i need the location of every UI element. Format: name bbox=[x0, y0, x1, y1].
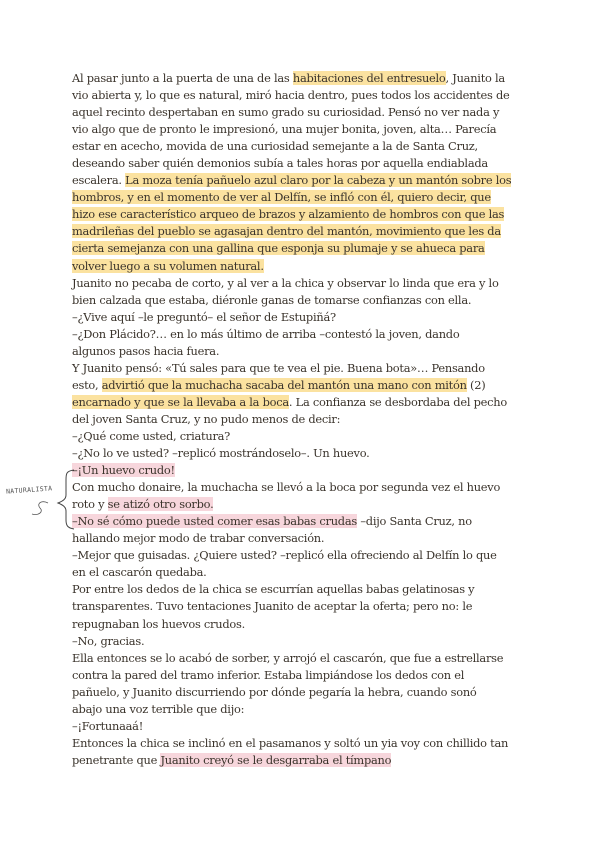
text-segment: –¿No lo ve usted? –replicó mostrándoselo–. Un huevo. bbox=[72, 446, 370, 461]
text-segment: vio abierta y, lo que es natural, miró hacia dentro, pues todos los accidentes de bbox=[72, 88, 510, 103]
text-line bbox=[72, 633, 527, 650]
highlight-pink: se atizó otro sorbo. bbox=[107, 497, 214, 512]
text-line bbox=[72, 462, 527, 479]
text-segment: –¿Vive aquí –le preguntó– el señor de Estupiñá? bbox=[72, 309, 336, 324]
text-segment: Al pasar junto a la puerta de una de las bbox=[72, 71, 293, 85]
text-segment: (2) bbox=[466, 377, 486, 392]
text-segment: escalera. bbox=[72, 173, 126, 188]
text-line bbox=[72, 223, 527, 240]
text-segment: –¡Fortunaaá! bbox=[72, 718, 144, 733]
text-line bbox=[72, 650, 527, 667]
text-line bbox=[72, 530, 527, 547]
text-line bbox=[72, 496, 527, 513]
highlight-yellow: habitaciones del entresuelo bbox=[292, 71, 446, 85]
text-segment: Entonces la chica se inclinó en el pasamanos y soltó un yia voy con chillido tan bbox=[72, 735, 509, 750]
text-segment: Y Juanito pensó: «Tú sales para que te vea el pie. Buena bota»… Pensando bbox=[72, 360, 485, 375]
text-line bbox=[72, 87, 527, 104]
highlight-yellow: hombros, y en el momento de ver al Delfín, se infló con él, quiero decir, que bbox=[72, 190, 491, 205]
text-line bbox=[72, 513, 527, 530]
text-segment: hallando mejor modo de trabar conversación. bbox=[72, 531, 325, 546]
text-line bbox=[72, 275, 527, 292]
margin-note: NATURALISTA bbox=[5, 484, 53, 496]
text-segment: pañuelo, y Juanito discurriendo por dónde pegaría la hebra, cuando sonó bbox=[72, 684, 477, 699]
text-line bbox=[72, 258, 527, 275]
text-line bbox=[72, 411, 527, 428]
text-line bbox=[72, 360, 527, 377]
text-line bbox=[72, 309, 527, 326]
text-line bbox=[72, 240, 527, 257]
text-line bbox=[72, 479, 527, 496]
text-line bbox=[72, 394, 527, 411]
text-segment: Juanito no pecaba de corto, y al ver a la chica y observar lo linda que era y lo bbox=[72, 275, 499, 290]
highlight-yellow: cierta semejanza con una gallina que esponja su plumaje y se ahueca para bbox=[72, 241, 485, 256]
highlight-yellow: madrileñas del pueblo se agasajan dentro del mantón, movimiento que les da bbox=[72, 224, 501, 239]
text-segment: contra la pared del tramo inferior. Estaba limpiándose los dedos con el bbox=[72, 667, 465, 682]
text-line bbox=[72, 547, 527, 564]
text-segment: , Juanito la bbox=[445, 71, 505, 85]
text-line bbox=[72, 104, 527, 121]
text-line bbox=[72, 428, 527, 445]
text-line bbox=[72, 70, 527, 87]
text-line bbox=[72, 735, 527, 752]
text-segment: deseando saber quién demonios subía a tales horas por aquella endiablada bbox=[72, 156, 488, 171]
text-line bbox=[72, 121, 527, 138]
text-segment: aquel recinto despertaban en sumo grado su curiosidad. Pensó no ver nada y bbox=[72, 105, 500, 120]
text-line bbox=[72, 377, 527, 394]
text-segment: del joven Santa Cruz, y no pudo menos de decir: bbox=[72, 411, 341, 426]
text-line bbox=[72, 292, 527, 309]
text-line bbox=[72, 684, 527, 701]
text-line bbox=[72, 326, 527, 343]
highlight-yellow: advirtió que la muchacha sacaba del mantón una mano con mitón bbox=[101, 377, 467, 392]
text-line bbox=[72, 701, 527, 718]
text-segment: –dijo Santa Cruz, no bbox=[356, 514, 472, 529]
text-segment: –Mejor que guisadas. ¿Quiere usted? –replicó ella ofreciendo al Delfín lo que bbox=[72, 548, 497, 563]
text-line bbox=[72, 172, 527, 189]
text-segment: Ella entonces se lo acabó de sorber, y arrojó el cascarón, que fue a estrellarse bbox=[72, 650, 504, 665]
text-segment: Con mucho donaire, la muchacha se llevó a la boca por segunda vez el huevo bbox=[72, 480, 501, 495]
text-line bbox=[72, 718, 527, 735]
text-line bbox=[72, 598, 527, 615]
text-segment: estar en acecho, movida de una curiosidad semejante a la de Santa Cruz, bbox=[72, 139, 478, 154]
highlight-yellow: volver luego a su volumen natural. bbox=[72, 258, 264, 273]
text-line bbox=[72, 616, 527, 633]
text-segment: en el cascarón quedaba. bbox=[72, 565, 207, 580]
highlight-pink: –¡Un huevo crudo! bbox=[72, 463, 175, 478]
text-segment: repugnaban los huevos crudos. bbox=[72, 616, 245, 631]
highlight-yellow: La moza tenía pañuelo azul claro por la cabeza y un mantón sobre los bbox=[125, 173, 512, 188]
text-segment: vio algo que de pronto le impresionó, una mujer bonita, joven, alta… Parecía bbox=[72, 122, 497, 137]
text-segment: algunos pasos hacia fuera. bbox=[72, 343, 220, 358]
text-segment: roto y bbox=[72, 497, 108, 512]
highlight-yellow: hizo ese característico arqueo de brazos y alzamiento de hombros con que las bbox=[72, 207, 505, 222]
text-segment: penetrante que bbox=[72, 752, 161, 767]
text-line bbox=[72, 752, 527, 769]
text-line bbox=[72, 564, 527, 581]
text-segment: –¿Qué come usted, criatura? bbox=[72, 428, 231, 443]
body-text bbox=[72, 70, 527, 769]
text-segment: bien calzada que estaba, diéronle ganas de tomarse confianzas con ella. bbox=[72, 292, 472, 307]
text-line bbox=[72, 155, 527, 172]
highlight-pink: –No sé cómo puede usted comer esas babas crudas bbox=[72, 514, 357, 529]
text-segment: –¿Don Plácido?… en lo más último de arriba –contestó la joven, dando bbox=[72, 326, 460, 341]
highlight-yellow: encarnado y que se la llevaba a la boca bbox=[72, 394, 289, 409]
text-line bbox=[72, 138, 527, 155]
text-line bbox=[72, 206, 527, 223]
text-line bbox=[72, 445, 527, 462]
text-line bbox=[72, 189, 527, 206]
handwritten-bracket bbox=[0, 0, 80, 540]
text-line bbox=[72, 343, 527, 360]
text-segment: abajo una voz terrible que dijo: bbox=[72, 701, 245, 716]
text-segment: . La confianza se desbordaba del pecho bbox=[288, 394, 507, 409]
highlight-pink: Juanito creyó se le desgarraba el tímpano bbox=[160, 752, 392, 767]
text-segment: transparentes. Tuvo tentaciones Juanito de aceptar la oferta; pero no: le bbox=[72, 599, 473, 614]
text-line bbox=[72, 581, 527, 598]
text-line bbox=[72, 667, 527, 684]
text-segment: –No, gracias. bbox=[72, 633, 145, 648]
text-segment: esto, bbox=[72, 377, 102, 392]
text-segment: Por entre los dedos de la chica se escurrían aquellas babas gelatinosas y bbox=[72, 582, 475, 597]
